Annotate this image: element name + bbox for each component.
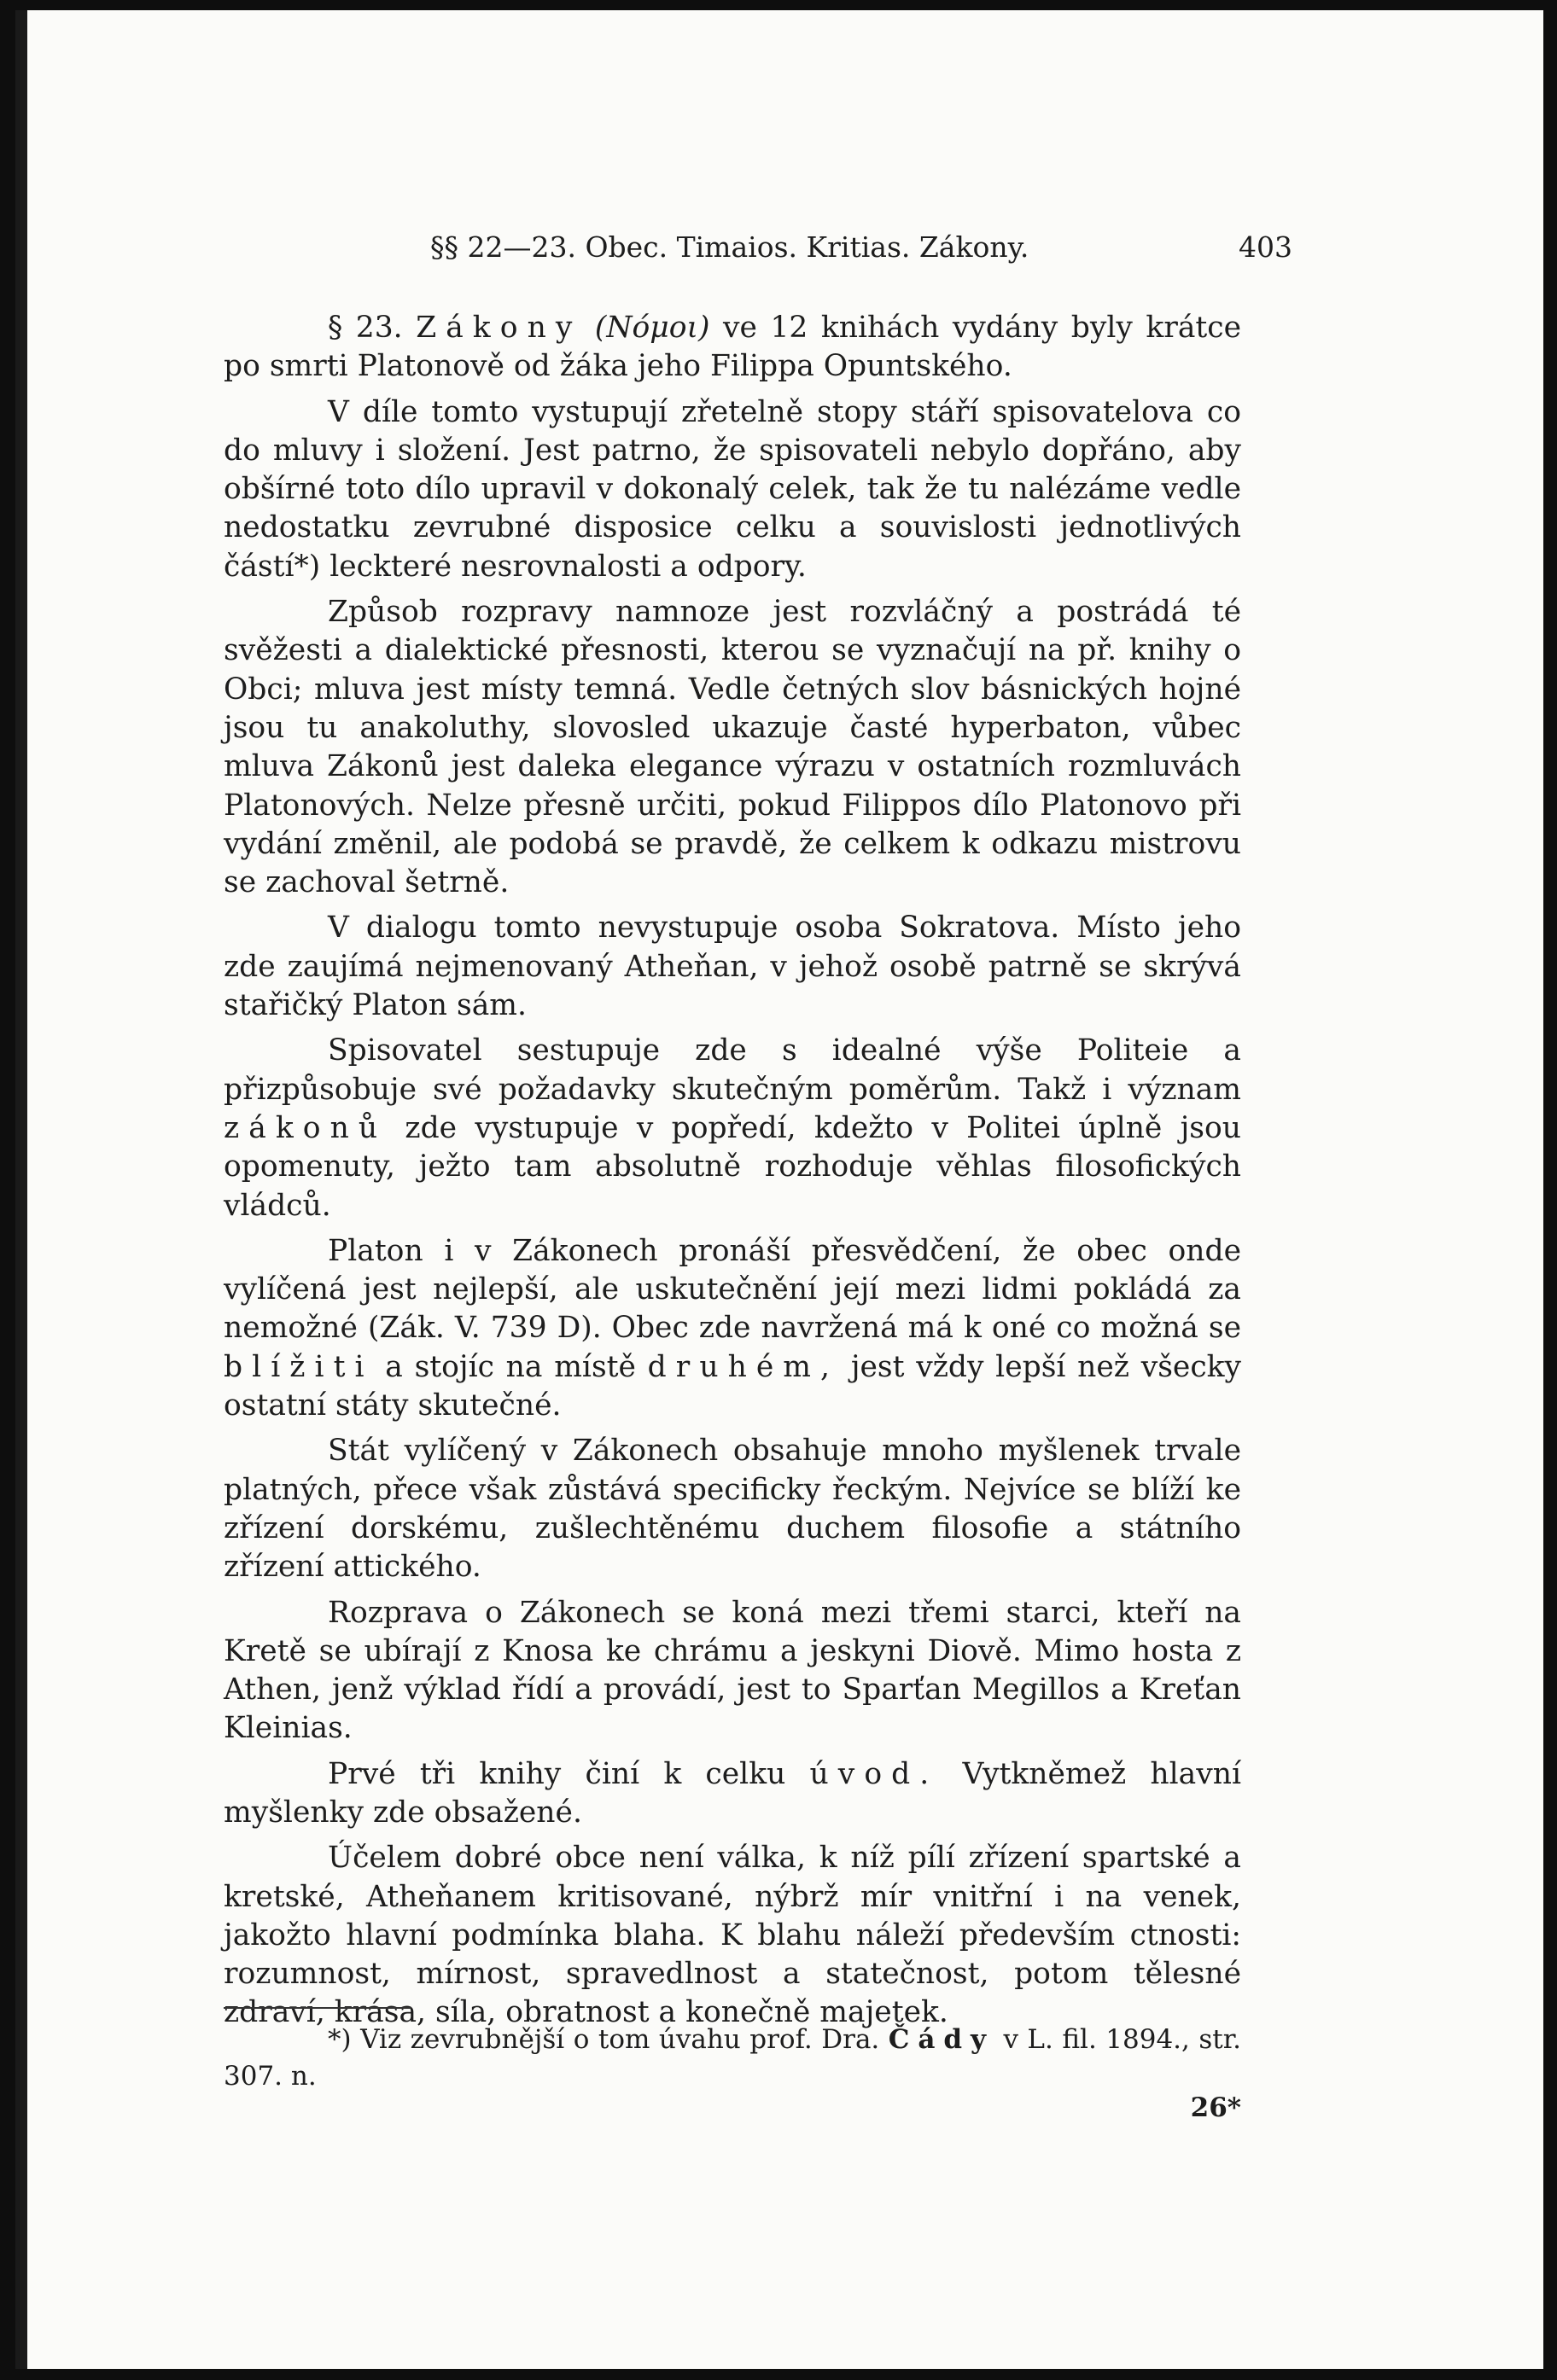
section-title: Zákony (416, 311, 582, 345)
spaced-emphasis: druhém, (647, 1349, 840, 1384)
footnote (224, 2022, 1241, 2095)
spaced-emphasis: úvod. (809, 1756, 939, 1791)
paragraph-9-text-a: Prvé tři knihy činí k celku (328, 1756, 786, 1791)
paragraph-9 (224, 1755, 1241, 1833)
paragraph-1 (224, 309, 1241, 387)
paragraph-6 (224, 1232, 1241, 1425)
paragraph-2-text-a: V díle tomto vystupují zřetelně stopy stáří spisovatelova co do mluvy i složení. Jest patrno, že spisovateli nebylo dopřáno, aby obšírné toto dílo upravil v dokonalý celek, tak že tu nalézáme vedle nedostatku zevrubné disposice celku a souvislosti jednotlivých částí (224, 394, 1241, 584)
running-title: §§ 22—23. Obec. Timaios. Kritias. Zákony. (430, 230, 1029, 264)
footnote-divider (224, 2007, 411, 2009)
greek-title: (Νόμοι) (594, 311, 710, 345)
paragraph-7: Stát vylíčený v Zákonech obsahuje mnoho myšlenek trvale platných, přece však zůstává specificky řeckým. Nejvíce se blíží ke zřízení dorskému, zušlechtěnému duchem filosofie a státního zřízení attického. (224, 1434, 1241, 1585)
book-page (15, 10, 1543, 2369)
footnote-text-b: v L. fil. 1894., str. 307. n. (224, 2024, 1242, 2092)
running-header (430, 225, 1292, 276)
footnote-marker: *) (294, 549, 321, 584)
paragraph-6-text-a: Platon i v Zákonech pronáší přesvědčení, že obec onde vylíčená jest nejlepší, ale uskutečnění její mezi lidmi pokládá za nemožné (Zák. V. 739 D). Obec zde navržená má k oné co možná se (224, 1233, 1241, 1346)
paragraph-3: Způsob rozpravy namnoze jest rozvláčný a postrádá té svěžesti a dialektické přesnosti, kterou se vyznačují na př. knihy o Obci; mluva jest místy temná. Vedle četných slov básnických hojné jsou tu anakoluthy, slovosled ukazuje časté hyperbaton, vůbec mluva Zákonů jest daleka elegance výrazu v ostatních rozmluvách Platonových. Nelze přesně určiti, pokud Filippos dílo Platonovo při vydání změnil, ale podobá se pravdě, že celkem k odkazu mistrovu se zachoval šetrně. (224, 595, 1241, 900)
section-number: § 23. (328, 311, 403, 345)
paragraph-2-text-b: leckteré nesrovnalosti a odpory. (329, 549, 807, 584)
paragraph-10: Účelem dobré obce není válka, k níž pílí zřízení spartské a kretské, Atheňanem kritisované, nýbrž mír vnitřní i na venek, jakožto hlavní podmínka blaha. K blahu náleží především ctnosti: rozumnost, mírnost, spravedlnost a statečnost, potom tělesné zdraví, krása, síla, obratnost a konečně majetek. (224, 1841, 1241, 2030)
paragraph-6-text-b: a stojíc na místě (385, 1349, 636, 1384)
footnote-author: Čády (888, 2024, 994, 2055)
spaced-emphasis: zákonů (224, 1110, 388, 1145)
paragraph-2 (224, 393, 1241, 586)
signature-mark: 26* (1190, 2092, 1241, 2123)
paragraph-5-text-b: zde vystupuje v popředí, kdežto v Politei úplně jsou opomenuty, ježto tam absolutně rozhoduje věhlas filosofických vládců. (224, 1110, 1242, 1223)
paragraph-5-text-a: Spisovatel sestupuje zde s idealné výše Politeie a přizpůsobuje své požadavky skutečným poměrům. Takž i význam (224, 1033, 1241, 1107)
paragraph-6-text-c: jest vždy lepší než všecky ostatní státy skutečné. (224, 1349, 1242, 1423)
paragraph-8: Rozprava o Zákonech se koná mezi třemi starci, kteří na Kretě se ubírají z Knosa ke chrámu a jeskyni Diově. Mimo hosta z Athen, jenž výklad řídí a provádí, jest to Sparťan Megillos a Kreťan Kleinias. (224, 1595, 1241, 1746)
paragraph-1-text: ve 12 knihách vydány byly krátce po smrti Platonově od žáka jeho Filippa Opuntského. (224, 311, 1241, 384)
spaced-emphasis: blížiti (224, 1349, 374, 1384)
paragraph-4: V dialogu tomto nevystupuje osoba Sokratova. Místo jeho zde zaujímá nejmenovaný Atheňan, v jehož osobě patrně se skrývá stařičký Platon sám. (224, 911, 1241, 1023)
footnote-text-a: *) Viz zevrubnější o tom úvahu prof. Dra. (328, 2024, 880, 2055)
page-edge-shadow (15, 10, 27, 2369)
page-number: 403 (1239, 230, 1292, 264)
paragraph-5 (224, 1032, 1241, 1225)
paragraph-9-text-b: Vytkněmež hlavní myšlenky zde obsažené. (224, 1756, 1241, 1830)
main-text (224, 309, 1241, 2040)
